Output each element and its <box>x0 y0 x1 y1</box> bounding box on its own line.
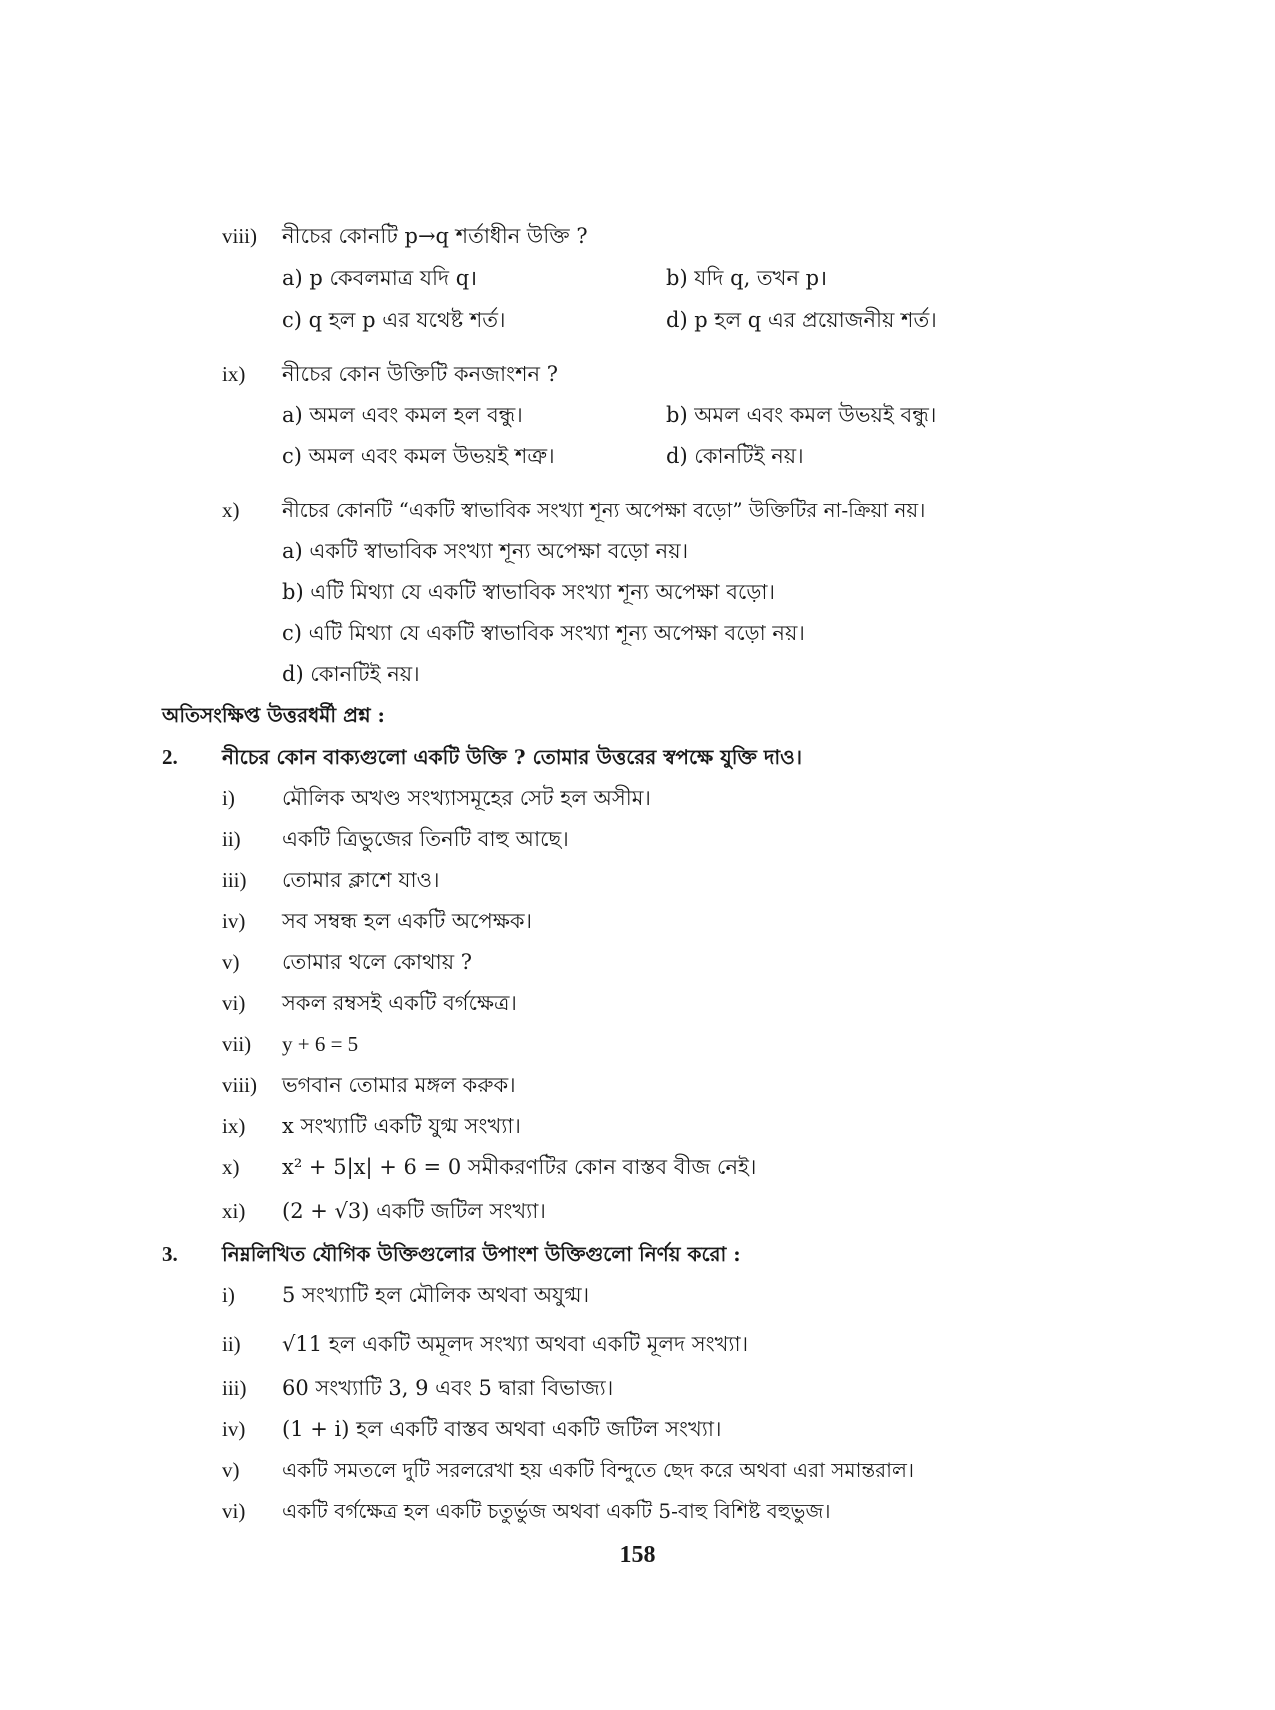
question-number: ix) <box>222 362 246 386</box>
option-b: b) এটি মিথ্যা যে একটি স্বাভাবিক সংখ্যা শূন্য অপেক্ষা বড়ো। <box>282 580 775 604</box>
option-c: c) অমল এবং কমল উভয়ই শত্রু। <box>282 444 555 468</box>
option-c: c) q হল p এর যথেষ্ট শর্ত। <box>282 308 506 332</box>
item-number: iii) <box>222 1376 247 1400</box>
option-a: a) একটি স্বাভাবিক সংখ্যা শূন্য অপেক্ষা বড়ো নয়। <box>282 539 689 563</box>
list-item: y + 6 = 5 <box>282 1032 359 1056</box>
list-item: সকল রম্বসই একটি বর্গক্ষেত্র। <box>282 991 517 1015</box>
item-number: ii) <box>222 827 241 851</box>
question-number: x) <box>222 498 240 522</box>
list-item: √11 হল একটি অমূলদ সংখ্যা অথবা একটি মূলদ সংখ্যা। <box>282 1332 749 1356</box>
list-item: তোমার থলে কোথায় ? <box>282 950 473 974</box>
item-number: i) <box>222 786 235 810</box>
item-number: xi) <box>222 1199 246 1223</box>
item-number: x) <box>222 1155 240 1179</box>
option-a: a) অমল এবং কমল হল বন্ধু। <box>282 403 523 427</box>
question-number: 2. <box>162 745 178 769</box>
question-text: নীচের কোন উক্তিটি কনজাংশন ? <box>282 362 558 386</box>
question-text: নীচের কোনটি “একটি স্বাভাবিক সংখ্যা শূন্য অপেক্ষা বড়ো” উক্তিটির না-ক্রিয়া নয়। <box>282 498 926 522</box>
option-b: b) যদি q, তখন p। <box>666 266 828 290</box>
option-a: a) p কেবলমাত্র যদি q। <box>282 266 478 290</box>
list-item: একটি ত্রিভুজের তিনটি বাহু আছে। <box>282 827 569 851</box>
item-number: viii) <box>222 1073 257 1097</box>
list-item: ভগবান তোমার মঙ্গল করুক। <box>282 1073 516 1097</box>
question-text: নীচের কোনটি p→q শর্তাধীন উক্তি ? <box>282 224 588 248</box>
list-item: একটি বর্গক্ষেত্র হল একটি চতুর্ভুজ অথবা একটি 5-বাহু বিশিষ্ট বহুভুজ। <box>282 1499 831 1523</box>
item-number: i) <box>222 1283 235 1307</box>
list-item: 60 সংখ্যাটি 3, 9 এবং 5 দ্বারা বিভাজ্য। <box>282 1376 614 1400</box>
item-number: vii) <box>222 1032 252 1056</box>
list-item: (1 + i) হল একটি বাস্তব অথবা একটি জটিল সংখ্যা। <box>282 1417 722 1441</box>
list-item: মৌলিক অখণ্ড সংখ্যাসমূহের সেট হল অসীম। <box>282 786 651 810</box>
list-item: একটি সমতলে দুটি সরলরেখা হয় একটি বিন্দুতে ছেদ করে অথবা এরা সমান্তরাল। <box>282 1458 915 1482</box>
item-number: vi) <box>222 1499 246 1523</box>
option-b: b) অমল এবং কমল উভয়ই বন্ধু। <box>666 403 937 427</box>
item-number: vi) <box>222 991 246 1015</box>
item-number: ii) <box>222 1332 241 1356</box>
option-d: d) কোনটিই নয়। <box>282 662 420 686</box>
item-number: v) <box>222 1458 240 1482</box>
list-item: 5 সংখ্যাটি হল মৌলিক অথবা অযুগ্ম। <box>282 1283 590 1307</box>
section-heading: অতিসংক্ষিপ্ত উত্তরধর্মী প্রশ্ন : <box>162 703 385 727</box>
question-number: viii) <box>222 224 257 248</box>
item-number: iv) <box>222 909 246 933</box>
option-c: c) এটি মিথ্যা যে একটি স্বাভাবিক সংখ্যা শূন্য অপেক্ষা বড়ো নয়। <box>282 621 805 645</box>
item-number: v) <box>222 950 240 974</box>
item-number: iii) <box>222 868 247 892</box>
option-d: d) কোনটিই নয়। <box>666 444 804 468</box>
list-item: (2 + √3) একটি জটিল সংখ্যা। <box>282 1199 546 1223</box>
list-item: x² + 5|x| + 6 = 0 সমীকরণটির কোন বাস্তব বীজ নেই। <box>282 1155 757 1179</box>
item-number: ix) <box>222 1114 246 1138</box>
list-item: সব সম্বন্ধ হল একটি অপেক্ষক। <box>282 909 533 933</box>
question-number: 3. <box>162 1242 178 1266</box>
option-d: d) p হল q এর প্রয়োজনীয় শর্ত। <box>666 308 937 332</box>
item-number: iv) <box>222 1417 246 1441</box>
list-item: তোমার ক্লাশে যাও। <box>282 868 440 892</box>
list-item: x সংখ্যাটি একটি যুগ্ম সংখ্যা। <box>282 1114 521 1138</box>
question-text: নিম্নলিখিত যৌগিক উক্তিগুলোর উপাংশ উক্তিগুলো নির্ণয় করো : <box>222 1242 741 1266</box>
question-text: নীচের কোন বাক্যগুলো একটি উক্তি ? তোমার উত্তরের স্বপক্ষে যুক্তি দাও। <box>222 745 803 769</box>
page-number: 158 <box>619 1542 656 1568</box>
